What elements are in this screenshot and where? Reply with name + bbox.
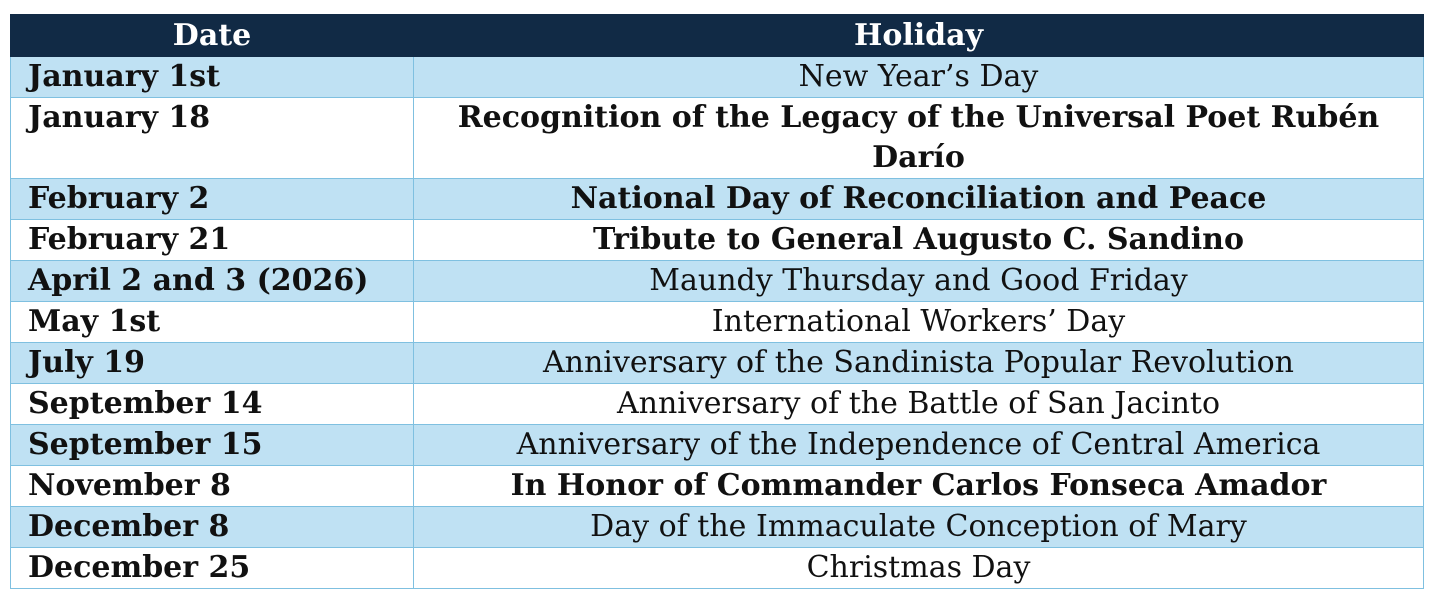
- table-row: [11, 220, 1424, 261]
- holiday-cell: Maundy Thursday and Good Friday: [414, 261, 1424, 302]
- table-row: [11, 425, 1424, 466]
- date-cell: September 15: [11, 425, 414, 466]
- date-cell: May 1st: [11, 302, 414, 343]
- holiday-cell: Anniversary of the Independence of Central America: [414, 425, 1424, 466]
- table-row: [11, 98, 1424, 179]
- holiday-table-container: [10, 14, 1423, 589]
- holiday-cell: Day of the Immaculate Conception of Mary: [414, 507, 1424, 548]
- date-cell: February 2: [11, 179, 414, 220]
- holiday-cell: In Honor of Commander Carlos Fonseca Amador: [414, 466, 1424, 507]
- date-cell: February 21: [11, 220, 414, 261]
- holiday-cell: International Workers’ Day: [414, 302, 1424, 343]
- holiday-table: [10, 14, 1424, 589]
- date-cell: January 1st: [11, 57, 414, 98]
- table-row: [11, 384, 1424, 425]
- holiday-cell: Recognition of the Legacy of the Universal Poet Rubén Darío: [414, 98, 1424, 179]
- date-cell: September 14: [11, 384, 414, 425]
- date-cell: April 2 and 3 (2026): [11, 261, 414, 302]
- table-row: [11, 179, 1424, 220]
- table-row: [11, 548, 1424, 589]
- table-row: [11, 261, 1424, 302]
- date-cell: January 18: [11, 98, 414, 179]
- holiday-cell: New Year’s Day: [414, 57, 1424, 98]
- table-row: [11, 343, 1424, 384]
- holiday-column-header: Holiday: [414, 15, 1424, 57]
- holiday-cell: Tribute to General Augusto C. Sandino: [414, 220, 1424, 261]
- date-cell: July 19: [11, 343, 414, 384]
- date-cell: December 8: [11, 507, 414, 548]
- holiday-cell: Anniversary of the Battle of San Jacinto: [414, 384, 1424, 425]
- table-row: [11, 466, 1424, 507]
- table-row: [11, 57, 1424, 98]
- holiday-cell: Christmas Day: [414, 548, 1424, 589]
- holiday-cell: Anniversary of the Sandinista Popular Revolution: [414, 343, 1424, 384]
- date-cell: November 8: [11, 466, 414, 507]
- table-header-row: [11, 15, 1424, 57]
- table-row: [11, 507, 1424, 548]
- holiday-cell: National Day of Reconciliation and Peace: [414, 179, 1424, 220]
- date-cell: December 25: [11, 548, 414, 589]
- table-row: [11, 302, 1424, 343]
- date-column-header: Date: [11, 15, 414, 57]
